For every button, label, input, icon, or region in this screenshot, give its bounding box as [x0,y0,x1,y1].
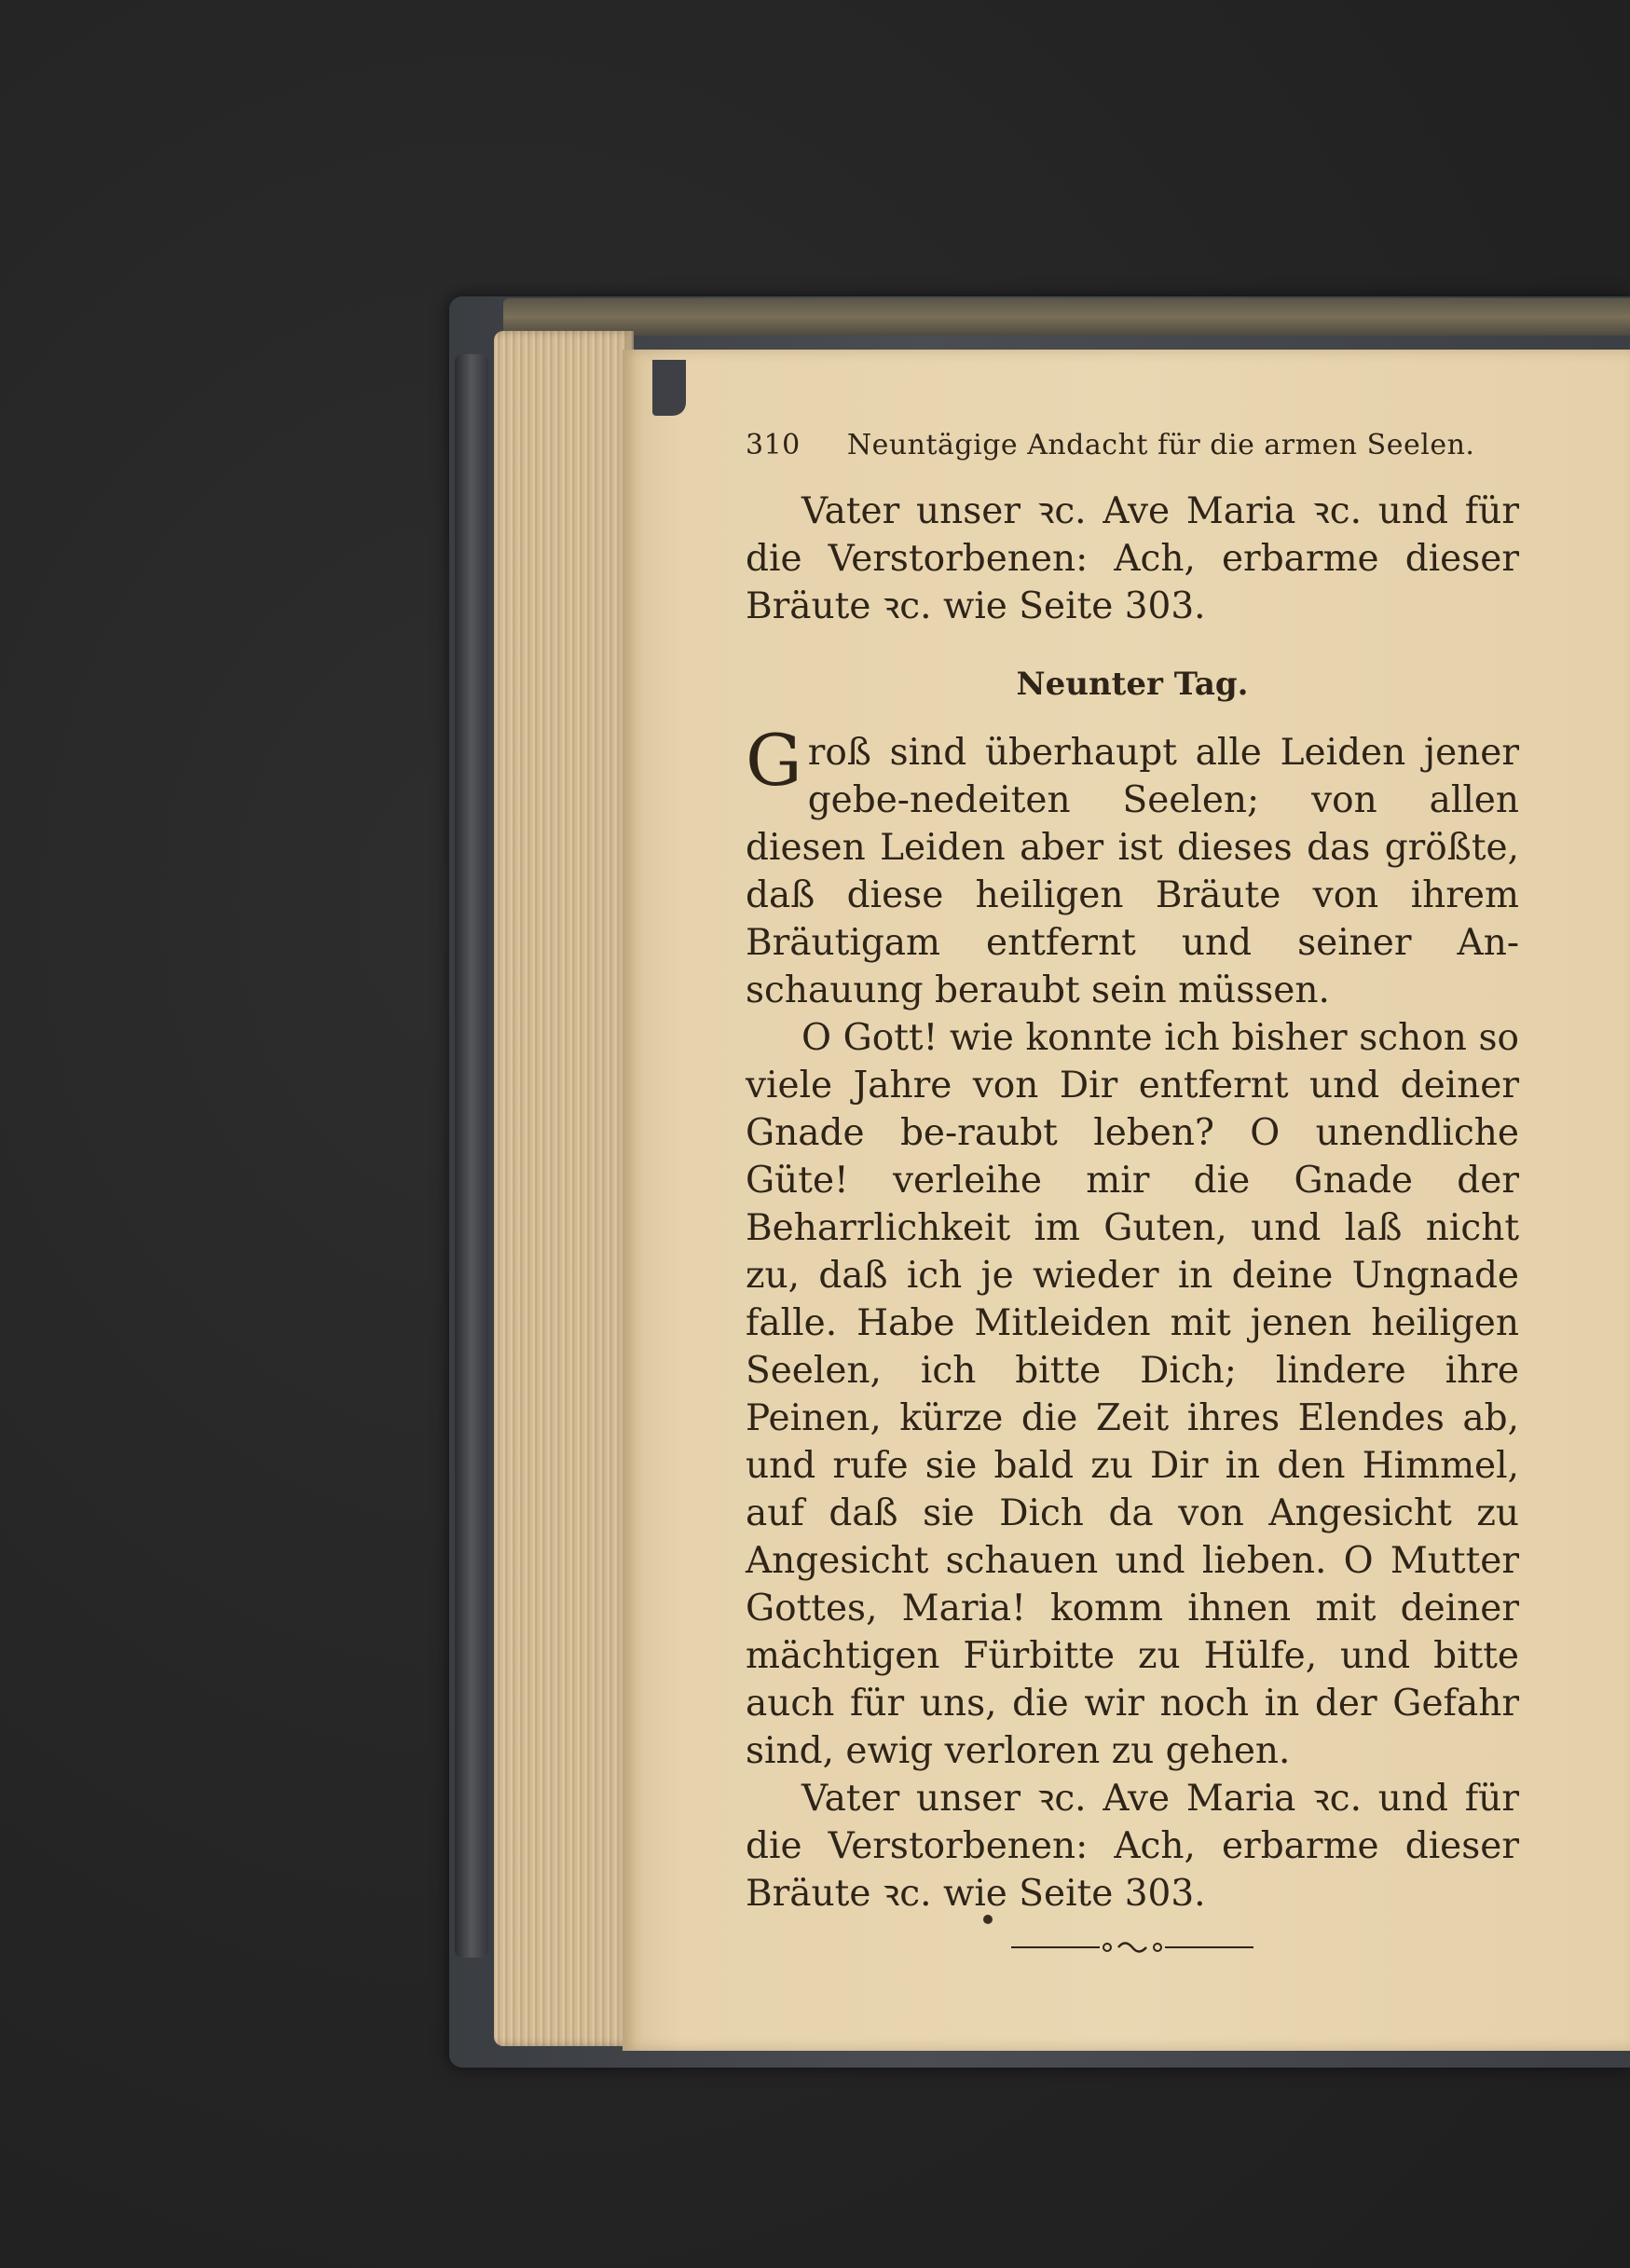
page-edges-stack [494,331,634,2046]
bookmark-tab-icon [652,360,686,416]
paragraph-2: O Gott! wie konnte ich bisher schon so viele Jahre von Dir entfernt und deiner Gnade be-raubt leben? O unendliche Güte! verleihe mir die Gnade der Beharrlichkeit im Guten, und laß nicht zu, daß ich je wieder in deine Ungnade falle. Habe Mitleiden mit jenen heiligen Seelen, ich bitte Dich; lindere ihre Peinen, kürze die Zeit ihres Elendes ab, und rufe sie bald zu Dir in den Himmel, auf daß sie Dich da von Angesicht zu Angesicht schauen und lieben. O Mutter Gottes, Maria! komm ihnen mit deiner mächtigen Fürbitte zu Hülfe, und bitte auch für uns, die wir noch in der Gefahr sind, ewig verloren zu gehen. [746,1017,1519,1772]
closing-paragraph: Vater unser ꝛc. Ave Maria ꝛc. und für die Verstorbenen: Ach, erbarme dieser Bräute ꝛc. wie Seite 303. [746,1778,1519,1915]
section-title: Neunter Tag. [1016,666,1249,703]
drop-cap: G [746,719,802,802]
page-number: 310 [746,429,801,461]
paragraph-1 [746,719,1519,1014]
book-top-edge [503,298,1630,336]
page-text-block [746,429,1519,1957]
ink-dot [983,1915,993,1924]
running-title: Neuntägige Andacht für die armen Seelen. [846,429,1475,461]
book-spine [455,354,488,1958]
paragraph-1-text: roß sind überhaupt alle Leiden jener gebe-nedeiten Seelen; von allen diesen Leiden aber ist dieses das größte, daß diese heiligen Bräute von ihrem Bräutigam entfernt und seiner An-schauung beraubt sein müssen. [746,732,1519,1011]
opening-paragraph: Vater unser ꝛc. Ave Maria ꝛc. und für die Verstorbenen: Ach, erbarme dieser Bräute ꝛc. wie Seite 303. [746,490,1519,627]
running-header [746,429,1519,461]
closing-ornament-icon [1011,1938,1253,1957]
